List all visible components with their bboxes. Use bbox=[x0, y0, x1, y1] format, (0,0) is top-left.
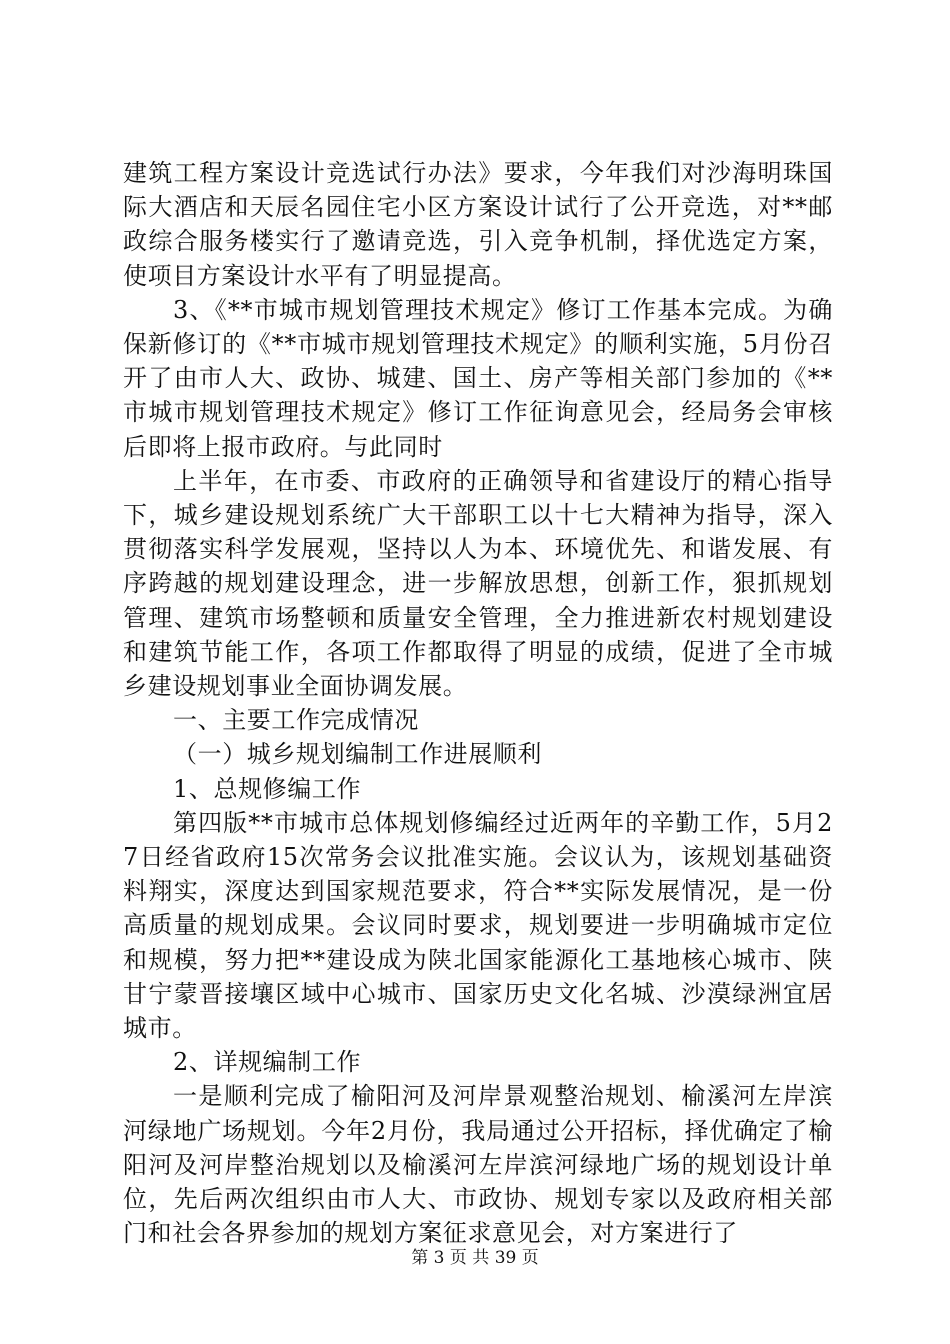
page-footer: 第 3 页 共 39 页 bbox=[411, 1248, 539, 1268]
item-heading-2: 2、详规编制工作 bbox=[173, 1048, 362, 1077]
paragraph-3: 上半年，在市委、市政府的正确领导和省建设厅的精心指导下，城乡建设规划系统广大干部职工以十七大精神为指导，深入贯彻落实科学发展观，坚持以人为本、环境优先、和谐发展、有序跨越的规划建设理念，进一步解放思想，创新工作，狠抓规划管理、建筑市场整顿和质量安全管理，全力推进新农村规划建设和建筑节能工作，各项工作都取得了明显的成绩，促进了全市城乡建设规划事业全面协调发展。 bbox=[123, 466, 833, 701]
section-heading-1: 一、主要工作完成情况 bbox=[173, 706, 419, 735]
paragraph-2: 3、《**市城市规划管理技术规定》修订工作基本完成。为确保新修订的《**市城市规划管理技术规定》的顺利实施，5月份召开了由市人大、政协、城建、国土、房产等相关部门参加的《**市城市规划管理技术规定》修订工作征询意见会，经局务会审核后即将上报市政府。与此同时 bbox=[123, 295, 833, 461]
paragraph-5: 一是顺利完成了榆阳河及河岸景观整治规划、榆溪河左岸滨河绿地广场规划。今年2月份，我局通过公开招标，择优确定了榆阳河及河岸整治规划以及榆溪河左岸滨河绿地广场的规划设计单位，先后两次组织由市人大、市政协、规划专家以及政府相关部门和社会各界参加的规划方案征求意见会，对方案进行了 bbox=[123, 1082, 833, 1248]
document-body bbox=[123, 156, 833, 1251]
item-heading-1: 1、总规修编工作 bbox=[173, 774, 362, 803]
paragraph-4: 第四版**市城市总体规划修编经过近两年的辛勤工作，5月27日经省政府15次常务会议批准实施。会议认为，该规划基础资料翔实，深度达到国家规范要求，符合**实际发展情况，是一份高质量的规划成果。会议同时要求，规划要进一步明确城市定位和规模，努力把**建设成为陕北国家能源化工基地核心城市、陕甘宁蒙晋接壤区域中心城市、国家历史文化名城、沙漠绿洲宜居城市。 bbox=[123, 808, 833, 1043]
paragraph-1: 建筑工程方案设计竞选试行办法》要求，今年我们对沙海明珠国际大酒店和天辰名园住宅小区方案设计试行了公开竞选，对**邮政综合服务楼实行了邀请竞选，引入竞争机制，择优选定方案，使项目方案设计水平有了明显提高。 bbox=[123, 159, 833, 290]
subsection-heading-1: （一）城乡规划编制工作进展顺利 bbox=[173, 740, 542, 769]
